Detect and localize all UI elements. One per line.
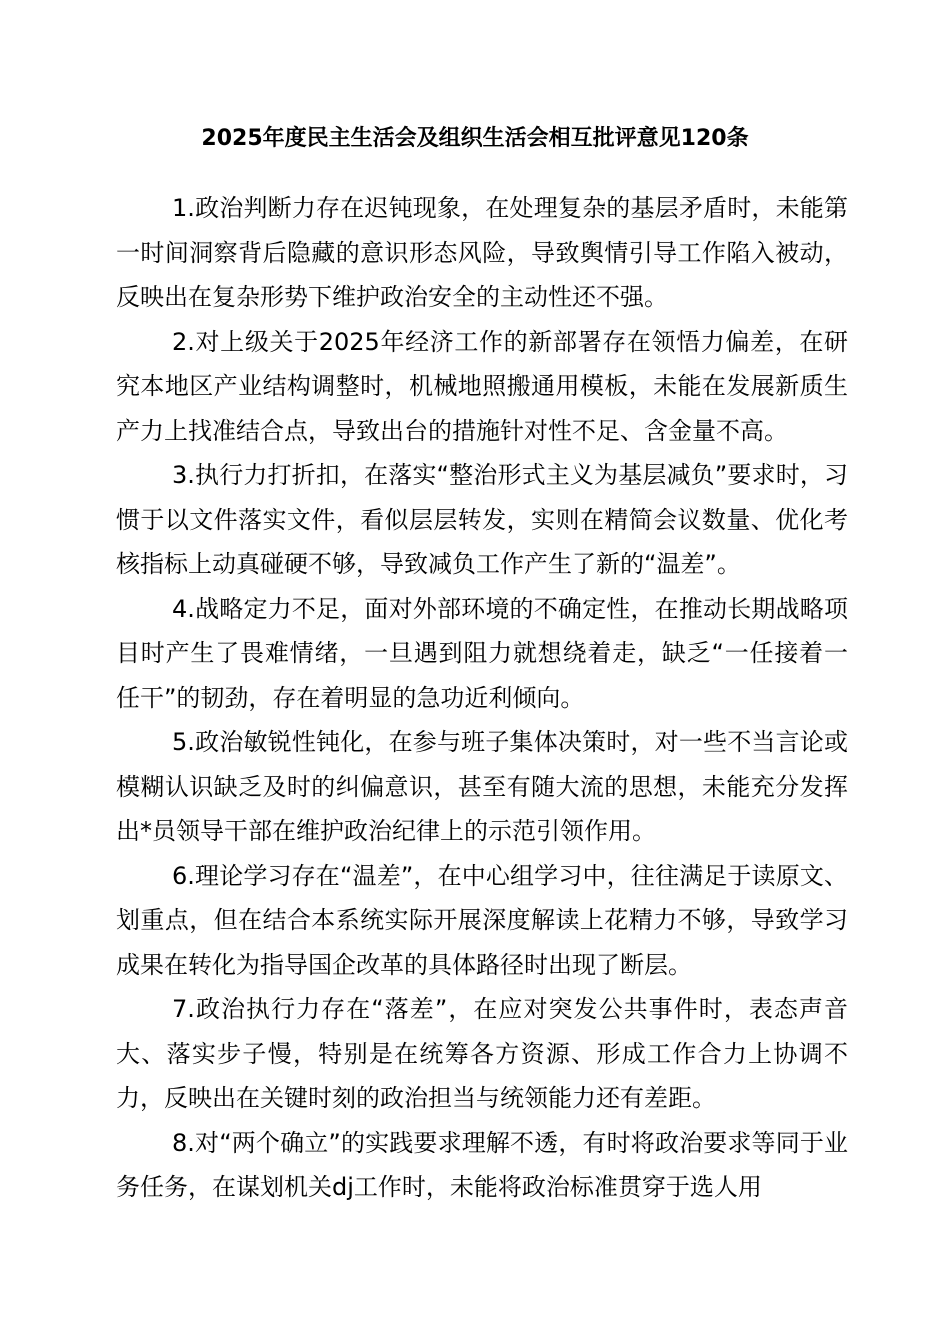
paragraph-6: 6.理论学习存在“温差”，在中心组学习中，往往满足于读原文、划重点，但在结合本系统实际开展深度解读上花精力不够，导致学习成果在转化为指导国企改革的具体路径时出现了断层。 [116, 861, 848, 979]
paragraph-2: 2.对上级关于2025年经济工作的新部署存在领悟力偏差，在研究本地区产业结构调整时，机械地照搬通用模板，未能在发展新质生产力上找准结合点，导致出台的措施针对性不足、含金量不高。 [116, 327, 848, 445]
paragraph-5: 5.政治敏锐性钝化，在参与班子集体决策时，对一些不当言论或模糊认识缺乏及时的纠偏意识，甚至有随大流的思想，未能充分发挥出*员领导干部在维护政治纪律上的示范引领作用。 [116, 728, 848, 845]
paragraph-3: 3.执行力打折扣，在落实“整治形式主义为基层减负”要求时，习惯于以文件落实文件，看似层层转发，实则在精简会议数量、优化考核指标上动真碰硬不够，导致减负工作产生了新的“温差”。 [116, 461, 848, 578]
document-title: 2025年度民主生活会及组织生活会相互批评意见120条 [201, 126, 749, 151]
paragraph-8: 8.对“两个确立”的实践要求理解不透，有时将政治要求等同于业务任务，在谋划机关dj工作时，未能将政治标准贯穿于选人用 [116, 1128, 848, 1201]
paragraph-4: 4.战略定力不足，面对外部环境的不确定性，在推动长期战略项目时产生了畏难情绪，一旦遇到阻力就想绕着走，缺乏“一任接着一任干”的韧劲，存在着明显的急功近利倾向。 [116, 594, 848, 712]
paragraph-1: 1.政治判断力存在迟钝现象，在处理复杂的基层矛盾时，未能第一时间洞察背后隐藏的意识形态风险，导致舆情引导工作陷入被动，反映出在复杂形势下维护政治安全的主动性还不强。 [116, 194, 848, 311]
document-body [116, 186, 848, 1210]
paragraph-7: 7.政治执行力存在“落差”，在应对突发公共事件时，表态声音大、落实步子慢，特别是在统筹各方资源、形成工作合力上协调不力，反映出在关键时刻的政治担当与统领能力还有差距。 [116, 995, 848, 1112]
